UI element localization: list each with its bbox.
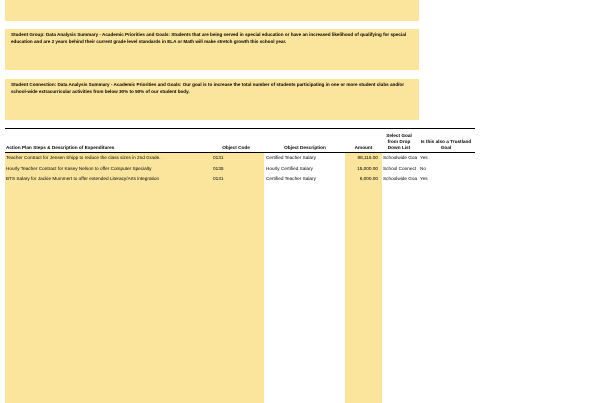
row-2-trustland: No bbox=[420, 166, 426, 171]
row-1-object-code: 0131 bbox=[213, 155, 224, 160]
row-1-action-plan: Teacher Contract for Jensen Shipp to reduce the class sizes in 2nd Grade. bbox=[6, 155, 161, 160]
row-3-select-goal[interactable]: Schoolwide Goa bbox=[383, 176, 418, 181]
row-2-object-code: 0135 bbox=[213, 166, 224, 171]
action-plan-column-fill bbox=[5, 153, 264, 403]
header-object-code: Object Code bbox=[222, 145, 250, 150]
row-3-trustland: Yes bbox=[420, 176, 428, 181]
header-bottom-rule bbox=[5, 152, 475, 153]
row-2-amount: 15,000.00 bbox=[357, 166, 378, 171]
header-select-goal: Select Goal from Drop Down List bbox=[386, 133, 412, 150]
row-2-action-plan: Hourly Teacher Contract for Kasey Nelson to offer Computer Specialty bbox=[6, 166, 152, 171]
student-group-summary: Student Group: Data Analysis Summary - Academic Priorities and Goals: Students that are being served in special education or have an increased likelihood of qualifying for special education and are 2 years behind their current grade level standards in ELA or Math will make stretch growth this school year. bbox=[11, 32, 407, 44]
student-connection-summary: Student Connection: Data Analysis Summary - Academic Priorities and Goals: Our goal is to increase the total number of students participating in one or more student clubs and/or school-wide extracurricular activities from below 30% to 50% of our student body. bbox=[11, 82, 405, 94]
row-2-object-description: Hourly Certified Salary bbox=[266, 166, 313, 171]
header-action-plan: Action Plan Steps & Description of Expenditures bbox=[6, 145, 115, 150]
student-connection-band bbox=[5, 79, 419, 120]
row-2-select-goal[interactable]: School Connect bbox=[383, 166, 417, 171]
row-1-object-description: Certified Teacher Salary bbox=[266, 155, 316, 160]
header-trustland: Is this also a Trustland Goal bbox=[420, 139, 472, 150]
header-object-description: Object Description bbox=[284, 145, 326, 150]
row-1-amount: 88,116.00 bbox=[357, 155, 378, 160]
top-highlight-band bbox=[5, 0, 419, 21]
row-3-object-description: Certified Teacher Salary bbox=[266, 176, 316, 181]
amount-column-fill bbox=[345, 153, 382, 403]
row-3-object-code: 0131 bbox=[213, 176, 224, 181]
row-1-select-goal[interactable]: Schoolwide Goa bbox=[383, 155, 418, 160]
row-3-action-plan: BTS Salary for Jackie Mummert to offer extended Literacy/Arts integration bbox=[6, 176, 160, 181]
header-amount: Amount bbox=[354, 145, 373, 150]
row-3-amount: 6,000.00 bbox=[359, 176, 378, 181]
student-group-band bbox=[5, 29, 419, 70]
row-1-trustland: Yes bbox=[420, 155, 428, 160]
table-top-rule bbox=[5, 128, 475, 129]
